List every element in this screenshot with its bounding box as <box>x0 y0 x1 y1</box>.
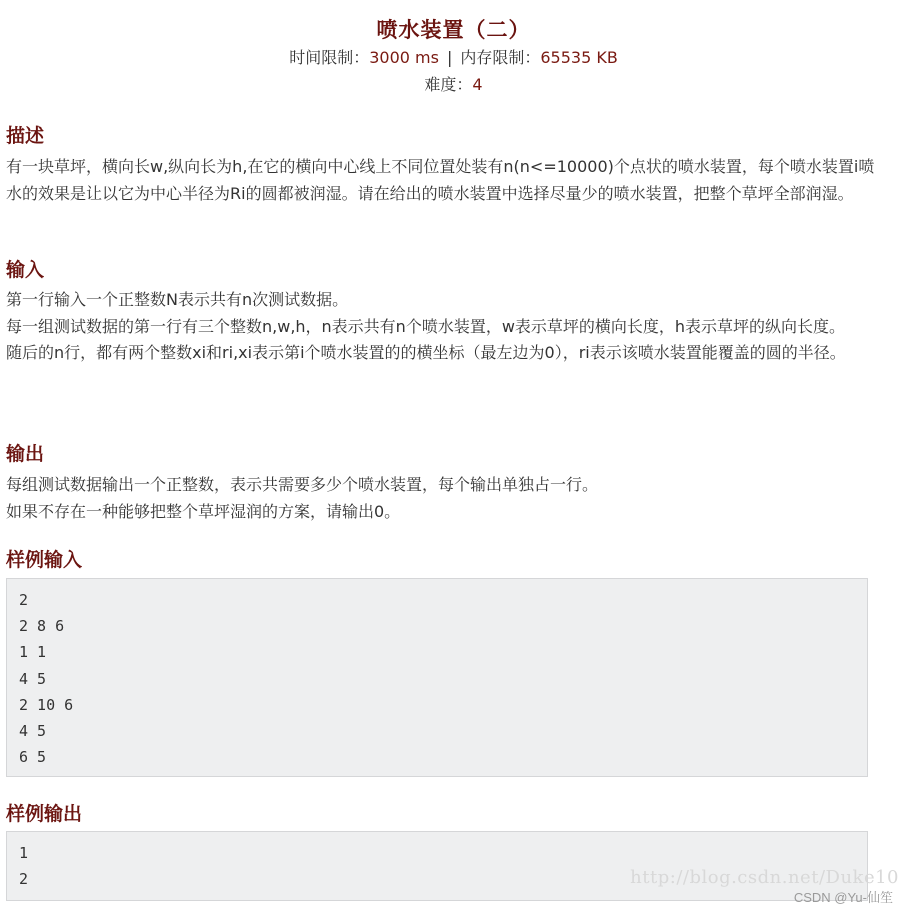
blog-watermark: http://blog.csdn.net/Duke10 <box>630 867 899 888</box>
input-paragraph: 第一行输入一个正整数N表示共有n次测试数据。 <box>6 290 349 309</box>
sample-input-line: 2 8 6 <box>19 617 65 636</box>
sample-input-line: 4 5 <box>19 722 47 741</box>
csdn-credit: CSDN @Yu-仙笙 <box>793 890 893 905</box>
sample-input-line: 6 5 <box>19 748 47 767</box>
sample-output-line: 1 <box>19 844 29 862</box>
sample-input-heading: 样例输入 <box>6 549 83 571</box>
input-heading: 输入 <box>6 259 45 281</box>
sample-input-line: 2 <box>19 591 29 609</box>
memory-limit-value: 65535 KB <box>540 48 618 67</box>
input-paragraph: 随后的n行，都有两个整数xi和ri,xi表示第i个喷水装置的的横坐标（最左边为0），ri表示该喷水装置能覆盖的圆的半径。 <box>6 343 846 362</box>
time-limit-value: 3000 ms <box>369 48 439 67</box>
sample-input-line: 2 10 6 <box>19 695 74 714</box>
time-limit-label: 时间限制： <box>289 48 370 67</box>
sample-input-line: 4 5 <box>19 669 47 688</box>
sample-output-heading: 样例输出 <box>6 803 83 825</box>
sample-input-box <box>6 578 868 777</box>
output-body <box>6 472 876 525</box>
description-paragraph: 有一块草坪，横向长w,纵向长为h,在它的横向中心线上不同位置处装有n(n<=10000)个点状的喷水装置，每个喷水装置i喷水的效果是让以它为中心半径为Ri的圆都被润湿。请在给出的喷水装置中选择尽量少的喷水装置，把整个草坪全部润湿。 <box>6 157 875 203</box>
input-paragraph: 每一组测试数据的第一行有三个整数n,w,h，n表示共有n个喷水装置，w表示草坪的横向长度，h表示草坪的纵向长度。 <box>6 316 846 336</box>
limits-separator: | <box>446 48 453 67</box>
input-body <box>6 287 876 367</box>
difficulty-label: 难度： <box>424 75 473 94</box>
output-paragraph: 每组测试数据输出一个正整数，表示共需要多少个喷水装置，每个输出单独占一行。 <box>6 475 599 494</box>
sample-output-line: 2 <box>19 870 29 889</box>
sample-output-box <box>6 831 868 901</box>
output-heading: 输出 <box>6 443 45 465</box>
difficulty-line <box>0 71 907 98</box>
limits-line <box>0 44 907 71</box>
problem-header <box>0 0 907 98</box>
output-paragraph: 如果不存在一种能够把整个草坪湿润的方案，请输出0。 <box>6 501 401 521</box>
description-body <box>6 154 876 207</box>
problem-title: 喷水装置（二） <box>376 18 531 42</box>
difficulty-value: 4 <box>472 75 483 94</box>
sample-input-line: 1 1 <box>19 643 47 662</box>
description-heading: 描述 <box>6 125 45 147</box>
memory-limit-label: 内存限制： <box>460 48 541 67</box>
